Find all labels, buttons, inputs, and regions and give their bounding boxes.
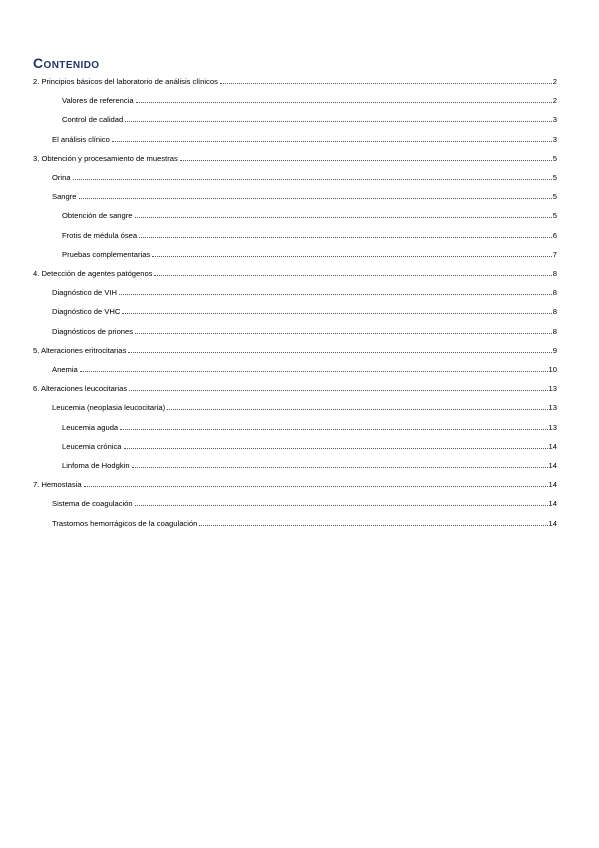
dot-leader — [84, 485, 548, 487]
toc-entry-label: 3. Obtención y procesamiento de muestras — [33, 154, 178, 163]
toc-entry-page-number: 14 — [548, 442, 557, 451]
dot-leader — [128, 351, 551, 353]
toc-entry[interactable] — [62, 460, 557, 472]
toc-entry-label: Diagnóstico de VHC — [52, 307, 121, 316]
toc-entry[interactable] — [33, 345, 557, 357]
toc-entry[interactable] — [62, 422, 557, 434]
toc-entry-page-number: 14 — [548, 499, 557, 508]
dot-leader — [80, 370, 548, 372]
toc-entry-label: Linfoma de Hodgkin — [62, 461, 130, 470]
toc-entry[interactable] — [62, 95, 557, 107]
dot-leader — [154, 274, 551, 276]
toc-entry-page-number: 5 — [552, 173, 557, 182]
toc-entry-label: 4. Detección de agentes patógenos — [33, 269, 153, 278]
toc-entry-page-number: 14 — [548, 519, 557, 528]
dot-leader — [167, 408, 547, 410]
dot-leader — [139, 236, 552, 238]
toc-entry-label: 2. Principios básicos del laboratorio de análisis clínicos — [33, 77, 218, 86]
toc-entry-page-number: 8 — [552, 327, 557, 336]
toc-entry[interactable] — [62, 249, 557, 261]
toc-entry[interactable] — [52, 306, 557, 318]
toc-entry[interactable] — [62, 441, 557, 453]
toc-entry-label: Valores de referencia — [62, 96, 134, 105]
toc-entry-label: Sangre — [52, 192, 77, 201]
toc-entry-page-number: 13 — [548, 403, 557, 412]
toc-entry[interactable] — [52, 191, 557, 203]
dot-leader — [125, 120, 552, 122]
toc-entry-label: Control de calidad — [62, 115, 124, 124]
toc-entry-label: Pruebas complementarias — [62, 250, 151, 259]
toc-entry[interactable] — [33, 383, 557, 395]
toc-entry-page-number: 9 — [552, 346, 557, 355]
toc-entry-page-number: 6 — [552, 231, 557, 240]
toc-entry[interactable] — [33, 479, 557, 491]
dot-leader — [129, 389, 547, 391]
toc-entry-label: 5. Alteraciones eritrocitarias — [33, 346, 127, 355]
toc-entry[interactable] — [62, 210, 557, 222]
toc-entry[interactable] — [52, 402, 557, 414]
toc-entry-label: El análisis clínico — [52, 135, 110, 144]
toc-entry-label: Sistema de coagulación — [52, 499, 133, 508]
toc-entry-page-number: 13 — [548, 384, 557, 393]
toc-entry[interactable] — [52, 326, 557, 338]
toc-title: Contenido — [33, 55, 100, 71]
dot-leader — [135, 504, 548, 506]
toc-entry-label: Diagnóstico de VIH — [52, 288, 118, 297]
dot-leader — [73, 178, 552, 180]
toc-entry[interactable] — [62, 230, 557, 242]
toc-entry-label: Leucemia (neoplasia leucocitaria) — [52, 403, 166, 412]
toc-entry[interactable] — [33, 76, 557, 88]
toc-entry-page-number: 2 — [552, 96, 557, 105]
dot-leader — [112, 140, 552, 142]
toc-entry[interactable] — [33, 153, 557, 165]
toc-entry-label: Obtención de sangre — [62, 211, 133, 220]
toc-entry-label: Leucemia crónica — [62, 442, 122, 451]
toc-entry-page-number: 3 — [552, 135, 557, 144]
toc-entry-page-number: 5 — [552, 192, 557, 201]
dot-leader — [120, 428, 547, 430]
toc-entry-page-number: 8 — [552, 288, 557, 297]
toc-entry-page-number: 3 — [552, 115, 557, 124]
dot-leader — [136, 101, 552, 103]
toc-entry-label: Anemia — [52, 365, 78, 374]
toc-entry[interactable] — [52, 172, 557, 184]
toc-entry-label: Diagnósticos de priones — [52, 327, 134, 336]
toc-entry[interactable] — [52, 518, 557, 530]
toc-entry-label: Frotis de médula ósea — [62, 231, 138, 240]
dot-leader — [132, 466, 548, 468]
toc-entry-page-number: 5 — [552, 211, 557, 220]
toc-entry[interactable] — [52, 498, 557, 510]
dot-leader — [152, 255, 552, 257]
dot-leader — [220, 82, 552, 84]
dot-leader — [180, 159, 552, 161]
toc-entry-page-number: 10 — [548, 365, 557, 374]
dot-leader — [124, 447, 548, 449]
toc-entry[interactable] — [62, 114, 557, 126]
toc-entry[interactable] — [52, 364, 557, 376]
dot-leader — [135, 216, 552, 218]
dot-leader — [79, 197, 552, 199]
toc-entry-page-number: 13 — [548, 423, 557, 432]
toc-entry-page-number: 8 — [552, 269, 557, 278]
dot-leader — [199, 524, 547, 526]
toc-entry-page-number: 14 — [548, 461, 557, 470]
toc-entry[interactable] — [52, 134, 557, 146]
toc-entry-page-number: 2 — [552, 77, 557, 86]
toc-entry-label: 7. Hemostasia — [33, 480, 82, 489]
toc-entry[interactable] — [33, 268, 557, 280]
toc-entry-page-number: 8 — [552, 307, 557, 316]
toc-entry-page-number: 5 — [552, 154, 557, 163]
toc-entry-page-number: 7 — [552, 250, 557, 259]
dot-leader — [135, 332, 552, 334]
toc-entry-label: 6. Alteraciones leucocitarias — [33, 384, 128, 393]
dot-leader — [122, 312, 551, 314]
toc-entry-page-number: 14 — [548, 480, 557, 489]
toc-entry-label: Orina — [52, 173, 71, 182]
toc-entry[interactable] — [52, 287, 557, 299]
toc-entry-label: Trastornos hemorrágicos de la coagulación — [52, 519, 198, 528]
toc-entry-label: Leucemia aguda — [62, 423, 119, 432]
dot-leader — [119, 293, 552, 295]
